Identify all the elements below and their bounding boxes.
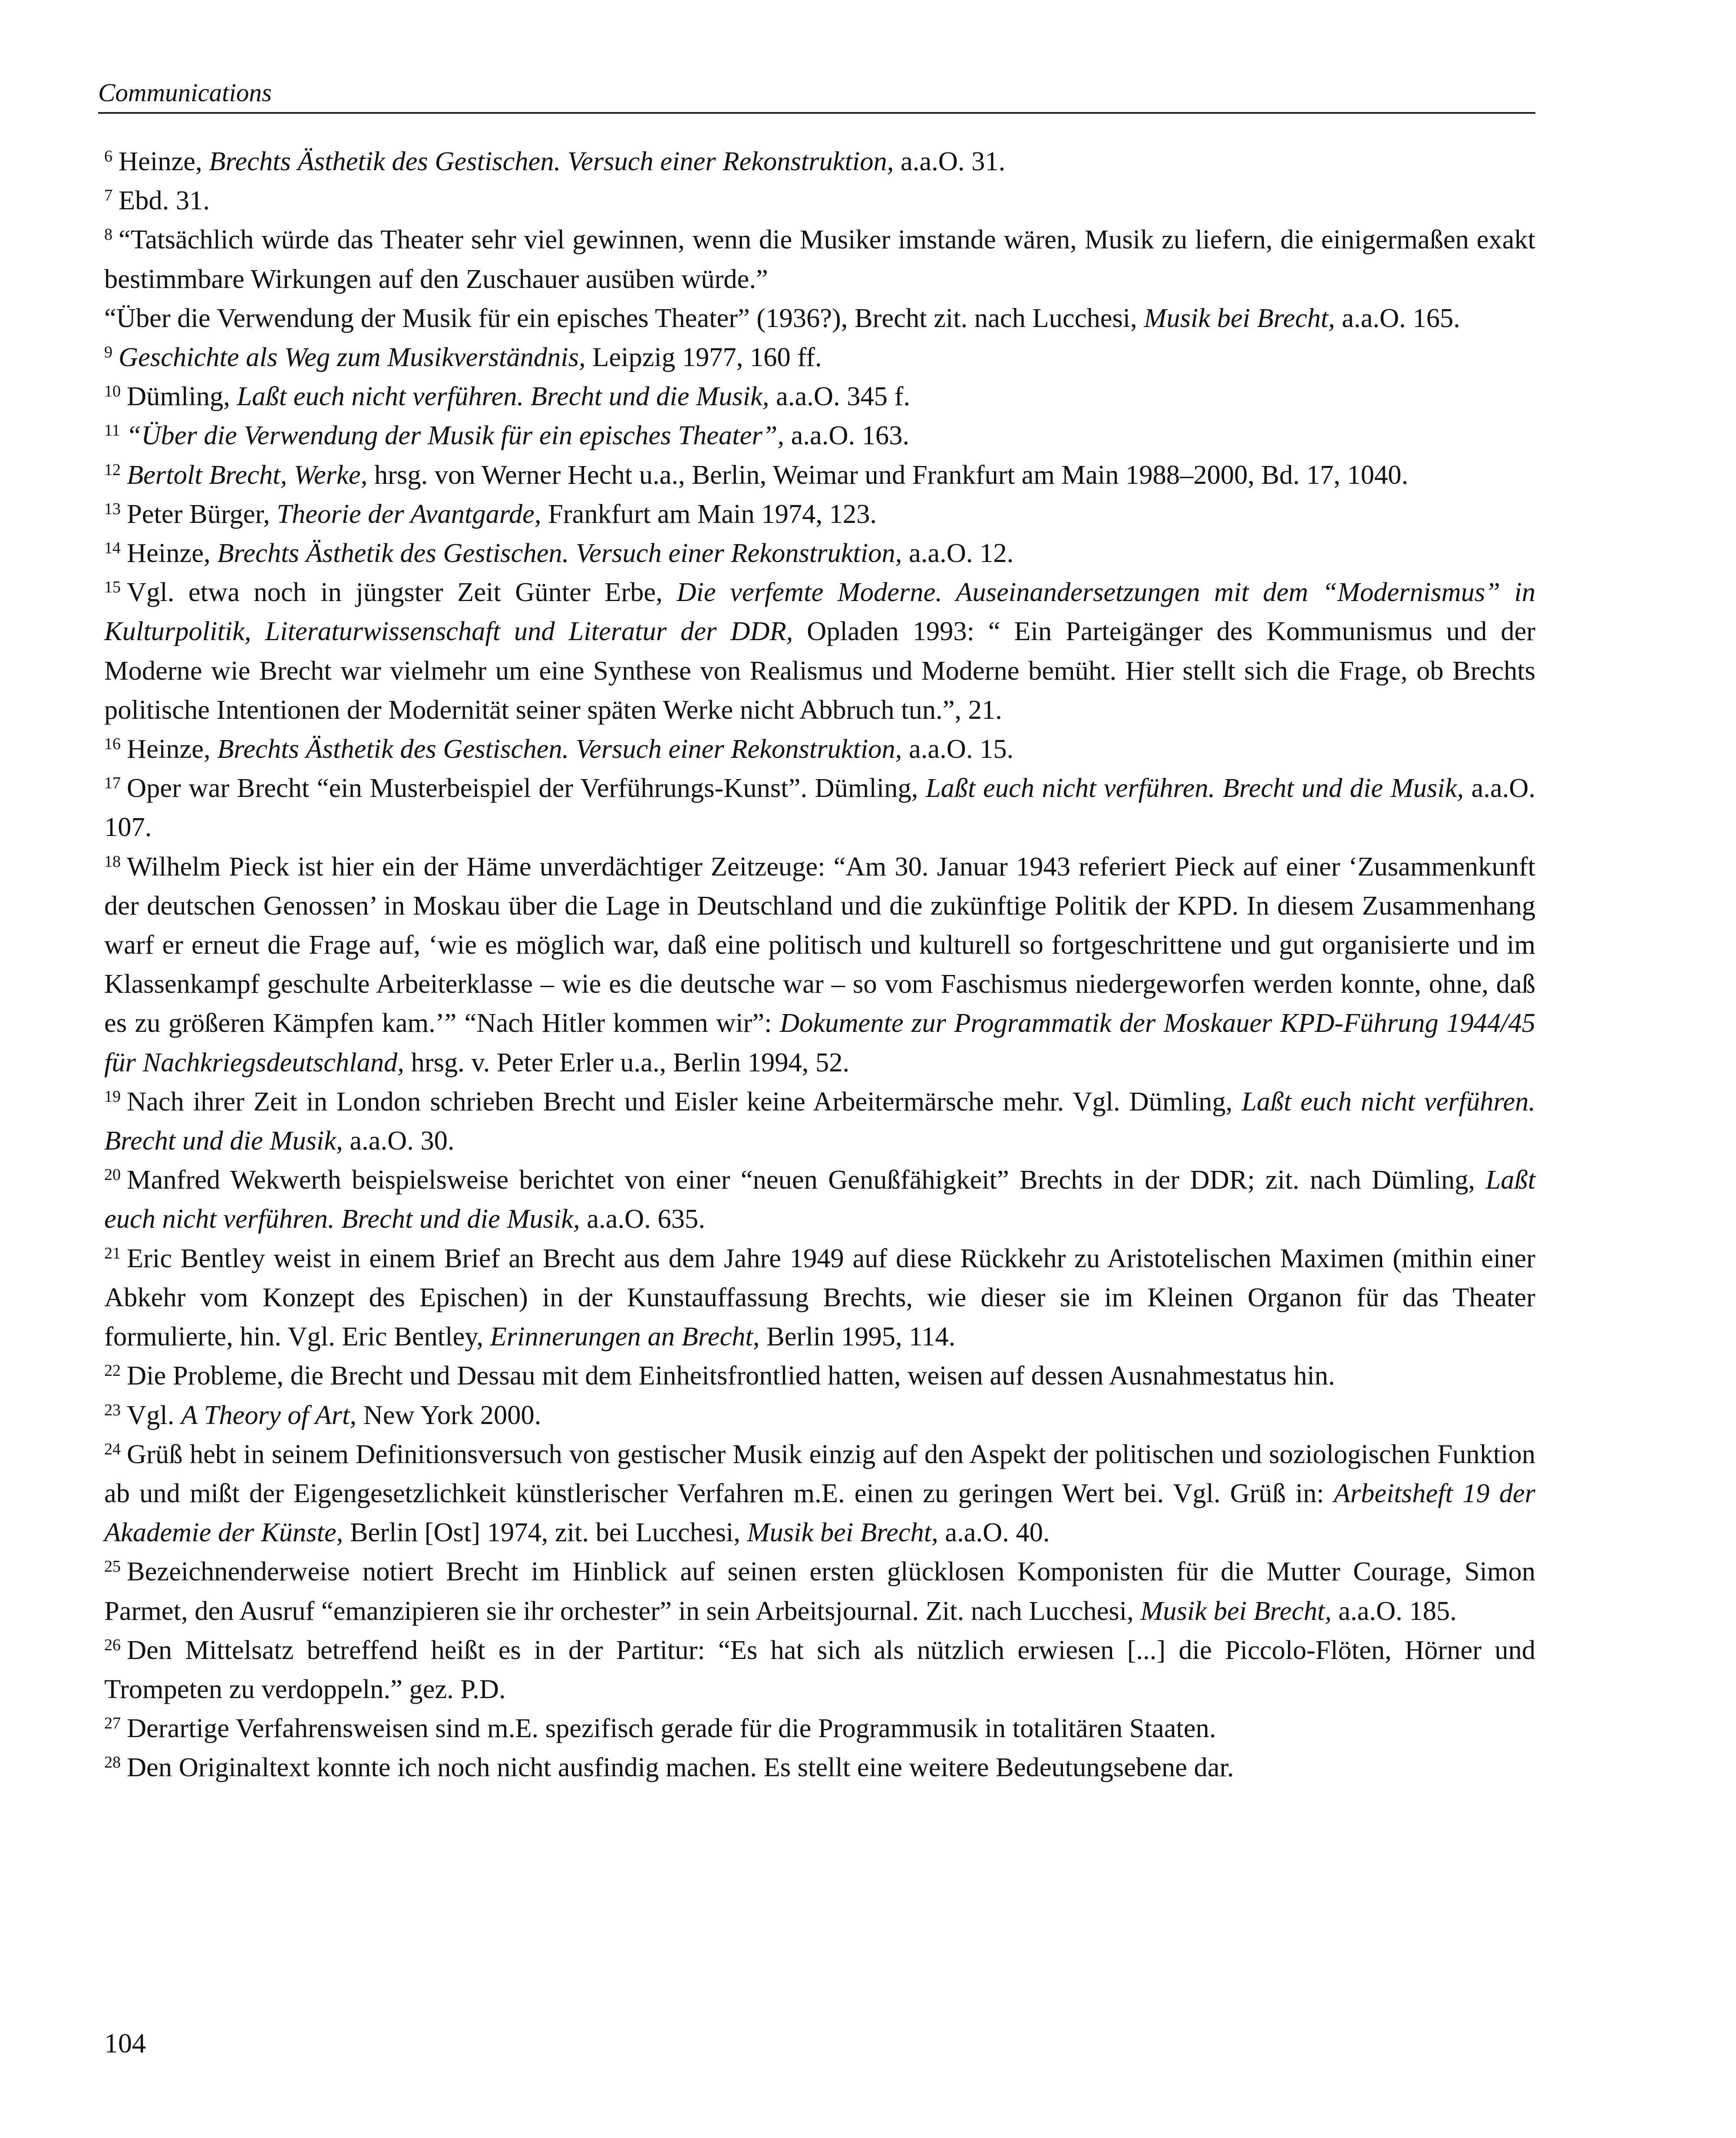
footnote-text: a.a.O. 165. [1335,302,1460,333]
footnote-italic-text: Brechts Ästhetik des Gestischen. Versuch einer Rekonstruktion, [217,734,902,764]
footnote-text: Opladen 1993: “ Ein Parteigänger des Kommunismus und der Moderne wie Brecht war vielmehr um eine Synthese von Realismus und Moderne bemüht. Hier stellt sich die Frage, ob Brechts politische Intentionen der Modernität seiner späten Werke nicht Abbruch tun.”, 21. [104,616,1536,725]
footnote-text: Eric Bentley weist in einem Brief an Brecht aus dem Jahre 1949 auf diese Rückkehr zu Aristotelischen Maximen (mithin einer Abkehr vom Konzept des Epischen) in der Kunstauffassung Brechts, wie dieser sie im Kleinen Organon für das Theater formulierte, hin. Vgl. Eric Bentley, [104,1242,1535,1352]
footnote-italic-text: Laßt euch nicht verführen. Brecht und die Musik, [925,773,1464,803]
footnote-text: Berlin 1995, 114. [759,1321,956,1352]
footnote-number: 20 [104,1166,121,1184]
footnote-text: a.a.O. 12. [902,538,1014,568]
footnote-number: 24 [104,1440,121,1458]
footnote-text: Nach ihrer Zeit in London schrieben Brecht und Eisler keine Arbeitermärsche mehr. Vgl. Dümling, [127,1086,1242,1117]
footnote-number: 12 [104,460,121,479]
footnote [104,768,1535,846]
footnote-number: 23 [104,1401,121,1419]
footnote [104,1082,1535,1160]
footnote-text: Heinze, [119,146,209,176]
footnote-italic-text: Brechts Ästhetik des Gestischen. Versuch einer Rekonstruktion, [217,538,902,568]
footnote-text: Den Mittelsatz betreffend heißt es in der Partitur: “Es hat sich als nützlich erwiesen [...] die Piccolo-Flöten, Hörner und Trompeten zu verdoppeln.” gez. P.D. [104,1634,1535,1704]
footnote [104,1395,1535,1434]
footnote-text: Leipzig 1977, 160 ff. [585,342,822,373]
footnote-text: a.a.O. 163. [784,420,910,451]
footnote-text: New York 2000. [356,1399,541,1430]
footnote-italic-text: Dokumente zur Programmatik der Moskauer KPD-Führung 1944/45 für Nachkriegsdeutschland, [104,1008,1535,1077]
footnote-italic-text: Erinnerungen an Brecht, [490,1321,760,1352]
footnote-text: Heinze, [127,538,218,568]
footnote-text: a.a.O. 15. [902,734,1014,764]
footnote [104,847,1535,1082]
footnote-italic-text: Bertolt Brecht, Werke, [127,459,368,490]
footnote-text: Heinze, [127,734,218,764]
footnote-text: Manfred Wekwerth beispielsweise berichtet von einer “neuen Genußfähigkeit” Brechts in der DDR; zit. nach Dümling, [127,1164,1486,1195]
footnote-number: 19 [104,1087,121,1106]
footnote-number: 25 [104,1557,121,1576]
footnote [104,494,1535,533]
footnote-text: a.a.O. 40. [938,1517,1050,1548]
footnote [104,298,1535,337]
footnote-italic-text: Laßt euch nicht verführen. Brecht und die Musik, [104,1164,1535,1234]
footnote-number: 7 [104,186,112,205]
footnote [104,1239,1535,1356]
footnote [104,1160,1535,1238]
footnote-text: hrsg. v. Peter Erler u.a., Berlin 1994, 52. [404,1047,850,1077]
footnote-text: Vgl. etwa noch in jüngster Zeit Günter Erbe, [127,577,677,608]
footnotes-list [104,142,1535,1787]
footnote-text: Peter Bürger, [127,498,277,529]
footnote [104,1708,1535,1748]
footnote [104,337,1535,377]
footnote-text: a.a.O. 635. [580,1203,705,1234]
footnote-text: a.a.O. 107. [104,773,1535,843]
footnote-number: 28 [104,1753,121,1772]
footnote [104,220,1535,298]
footnote-text: Frankfurt am Main 1974, 123. [541,498,877,529]
footnote [104,1748,1535,1787]
footnote [104,1356,1535,1395]
footnote [104,377,1535,416]
footnote-text: Die Probleme, die Brecht und Dessau mit dem Einheitsfrontlied hatten, weisen auf dessen Ausnahmestatus hin. [127,1360,1335,1391]
footnote-number: 21 [104,1244,121,1262]
header-rule [98,112,1535,114]
footnote-italic-text: Laßt euch nicht verführen. Brecht und die Musik, [237,381,769,412]
footnote-text: a.a.O. 31. [894,146,1006,176]
footnote-number: 9 [104,343,112,362]
footnote [104,1630,1535,1708]
footnote-text: Den Originaltext konnte ich noch nicht ausfindig machen. Es stellt eine weitere Bedeutungsebene dar. [127,1752,1234,1783]
footnote [104,1434,1535,1552]
footnote-text: “Über die Verwendung der Musik für ein episches Theater” (1936?), Brecht zit. nach Lucchesi, [104,302,1144,333]
footnote-text: Wilhelm Pieck ist hier ein der Häme unverdächtiger Zeitzeuge: “Am 30. Januar 1943 referiert Pieck auf einer ‘Zusammenkunft der deutschen Genossen’ in Moskau über die Lage in Deutschland und die zukünftige Politik der KPD. In diesem Zusammenhang warf er erneut die Frage auf, ‘wie es möglich war, daß eine politisch und kulturell so fortgeschrittene und gut organisierte und im Klassenkampf geschulte Arbeiterklasse – wie es die deutsche war – so vom Faschismus niedergeworfen werden konnte, ohne, daß es zu größeren Kämpfen kam.’” “Nach Hitler kommen wir”: [104,851,1535,1038]
footnote-number: 13 [104,499,121,518]
footnote-text: a.a.O. 185. [1331,1595,1457,1626]
footnote-italic-text: Musik bei Brecht, [1144,302,1335,333]
footnote-number: 16 [104,735,121,753]
footnote [104,1552,1535,1630]
footnote-number: 8 [104,225,112,244]
footnote [104,181,1535,220]
footnote-text: Berlin [Ost] 1974, zit. bei Lucchesi, [343,1517,747,1548]
page-number: 104 [104,2028,146,2059]
footnote-number: 15 [104,578,121,597]
footnote-number: 17 [104,774,121,793]
footnote-text: hrsg. von Werner Hecht u.a., Berlin, Weimar und Frankfurt am Main 1988–2000, Bd. 17, 1040. [367,459,1409,490]
footnote-italic-text: Geschichte als Weg zum Musikverständnis, [119,342,586,373]
footnote-number: 27 [104,1714,121,1733]
footnote-number: 18 [104,852,121,871]
footnote [104,142,1535,181]
footnote-text: a.a.O. 345 f. [769,381,911,412]
footnote-text: Oper war Brecht “ein Musterbeispiel der Verführungs-Kunst”. Dümling, [127,773,926,803]
footnote-number: 11 [104,421,120,440]
footnote-number: 26 [104,1636,121,1654]
footnote-text: Bezeichnenderweise notiert Brecht im Hinblick auf seinen ersten glücklosen Komponisten für die Mutter Courage, Simon Parmet, den Ausruf “emanzipieren sie ihr orchester” in sein Arbeitsjournal. Zit. nach Lucchesi, [104,1556,1535,1626]
footnote [104,455,1535,494]
footnote-number: 22 [104,1361,121,1380]
footnote [104,572,1535,729]
footnote-text: Grüß hebt in seinem Definitionsversuch von gestischer Musik einzig auf den Aspekt der politischen und soziologischen Funktion ab und mißt der Eigengesetzlichkeit künstlerischer Verfahren m.E. einen zu geringen Wert bei. Vgl. Grüß in: [104,1438,1535,1508]
running-head: Communications [98,78,272,107]
footnote-italic-text: Die verfemte Moderne. Auseinandersetzungen mit dem “Modernismus” in Kulturpolitik, Literaturwissenschaft und Literatur der DDR, [104,577,1535,647]
footnote-italic-text: Musik bei Brecht, [1140,1595,1332,1626]
footnote-text: Derartige Verfahrensweisen sind m.E. spezifisch gerade für die Programmusik in totalitären Staaten. [127,1713,1216,1744]
footnote-italic-text: Theorie der Avantgarde, [277,498,541,529]
footnote-italic-text: A Theory of Art, [181,1399,356,1430]
footnote-italic-text: Brechts Ästhetik des Gestischen. Versuch einer Rekonstruktion, [209,146,894,176]
footnote-text: Ebd. 31. [119,185,210,216]
footnote [104,533,1535,572]
footnote [104,729,1535,768]
footnote-text: “Tatsächlich würde das Theater sehr viel gewinnen, wenn die Musiker imstande wären, Musik zu liefern, die einigermaßen exakt bestimmbare Wirkungen auf den Zuschauer ausüben würde.” [104,224,1535,294]
footnote-italic-text: “Über die Verwendung der Musik für ein episches Theater”, [126,420,785,451]
footnote [104,416,1535,455]
footnote-number: 10 [104,382,121,401]
footnote-italic-text: Musik bei Brecht, [747,1517,938,1548]
footnote-italic-text: Laßt euch nicht verführen. Brecht und die Musik, [104,1086,1535,1156]
footnote-text: Dümling, [127,381,237,412]
footnote-number: 14 [104,539,121,558]
footnote-number: 6 [104,147,112,165]
footnote-italic-text: Arbeitsheft 19 der Akademie der Künste, [104,1477,1535,1548]
footnote-text: a.a.O. 30. [343,1125,455,1156]
footnote-text: Vgl. [127,1399,181,1430]
